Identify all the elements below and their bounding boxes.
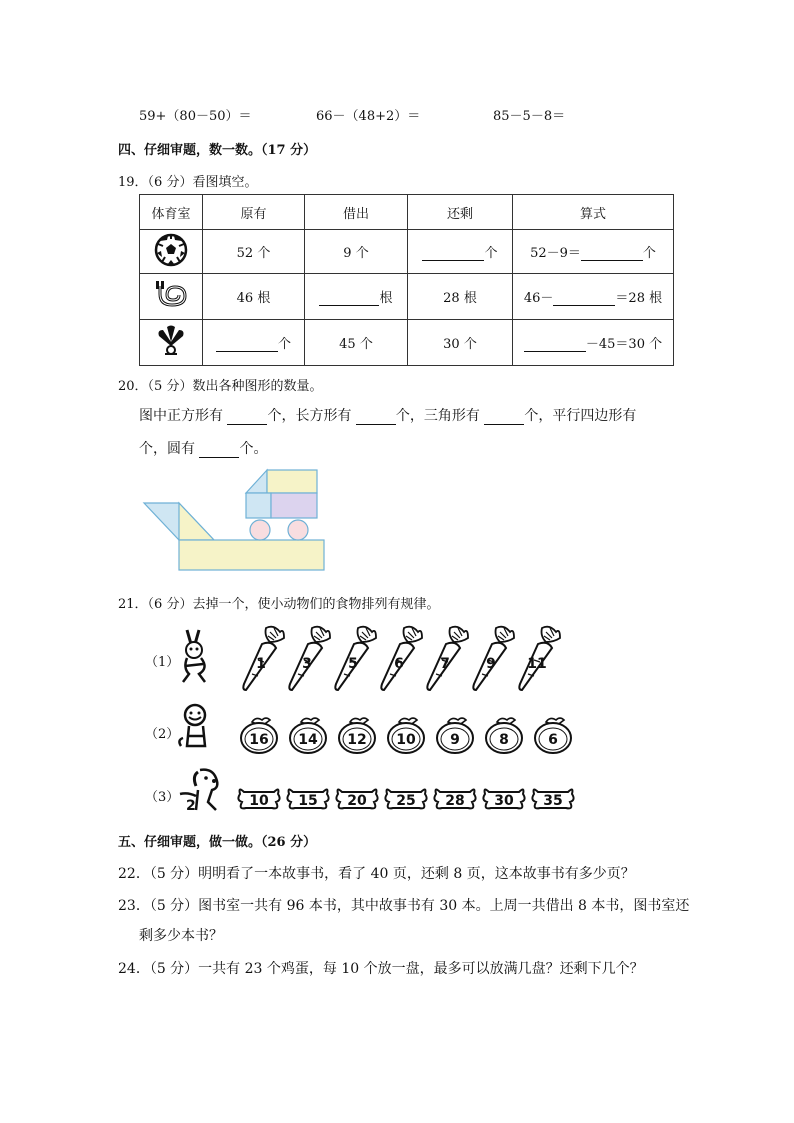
- peach-item: [241, 718, 277, 753]
- table-row: [140, 230, 674, 274]
- carrot-number: 5: [348, 656, 358, 672]
- dog-icon: [172, 766, 228, 814]
- calc-2: 66－（48+2）＝: [316, 109, 421, 124]
- shape-truck-figure: [139, 468, 331, 576]
- header-room: 体育室: [140, 195, 203, 230]
- peach-item: [339, 718, 375, 753]
- peach-number: 16: [249, 732, 269, 748]
- row2-left: 28 根: [408, 274, 513, 320]
- row2-lent-blank[interactable]: 根: [305, 274, 408, 320]
- q19-table: [139, 194, 674, 366]
- peach-item: [437, 718, 473, 753]
- bone-item: [532, 789, 573, 809]
- purple-rectangle-shape: [271, 493, 317, 518]
- calc-1: 59+（80－50）＝: [139, 109, 252, 124]
- row1-lent: 9 个: [305, 230, 408, 274]
- carrot-number: 7: [440, 656, 450, 672]
- bone-number: 25: [396, 793, 416, 809]
- bone-number: 15: [298, 793, 318, 809]
- calc-3: 85－5－8＝: [493, 109, 566, 124]
- q21-row3-label: （3）: [145, 790, 180, 805]
- peach-item: [388, 718, 424, 753]
- q19-stem: 19．（6 分）看图填空。: [118, 175, 258, 190]
- header-lent: 借出: [305, 195, 408, 230]
- rectangle-count-blank[interactable]: [356, 412, 396, 425]
- peach-number: 9: [450, 732, 460, 748]
- q23-text-line1: 23．（5 分）图书室一共有 96 本书，其中故事书有 30 本。上周一共借出 8 本书，图书室还: [118, 898, 690, 914]
- q20-stem: 20．（5 分）数出各种图形的数量。: [118, 379, 323, 394]
- q21-row2-label: （2）: [145, 727, 180, 742]
- bone-number: 10: [249, 793, 269, 809]
- table-row: [140, 320, 674, 366]
- row3-lent: 45 个: [305, 320, 408, 366]
- bone-number: 35: [543, 793, 563, 809]
- square-count-blank[interactable]: [227, 412, 267, 425]
- header-original: 原有: [203, 195, 305, 230]
- carrot-row: [240, 624, 580, 694]
- q24-text: 24．（5 分）一共有 23 个鸡蛋，每 10 个放一盘，最多可以放满几盘？还剩下几个？: [118, 961, 644, 977]
- row2-original: 46 根: [203, 274, 305, 320]
- row3-left: 30 个: [408, 320, 513, 366]
- bone-item: [287, 789, 328, 809]
- carrot-item: [427, 627, 468, 690]
- peach-item: [535, 718, 571, 753]
- q22-text: 22．（5 分）明明看了一本故事书，看了 40 页，还剩 8 页，这本故事书有多少页？: [118, 866, 635, 882]
- dog-number: 2: [186, 798, 196, 814]
- circle-shape-left: [250, 520, 270, 540]
- bone-number: 28: [445, 793, 465, 809]
- header-left: 还剩: [408, 195, 513, 230]
- section-4-title: 四、仔细审题，数一数。（17 分）: [118, 143, 317, 158]
- bone-item: [434, 789, 475, 809]
- long-rectangle-shape: [179, 540, 324, 570]
- peach-number: 14: [298, 732, 318, 748]
- bone-number: 30: [494, 793, 514, 809]
- carrot-number: 11: [527, 656, 547, 672]
- section-5-title: 五、仔细审题，做一做。（26 分）: [118, 835, 317, 850]
- q21-stem: 21．（6 分）去掉一个，使小动物们的食物排列有规律。: [118, 597, 440, 612]
- row3-formula[interactable]: －45＝30 个: [513, 320, 674, 366]
- rabbit-icon: [175, 628, 215, 686]
- peach-number: 6: [548, 732, 558, 748]
- carrot-item: [335, 627, 376, 690]
- peach-item: [290, 718, 326, 753]
- peach-number: 10: [396, 732, 416, 748]
- q20-line1: 图中正方形有 个，长方形有 个，三角形有 个，平行四边形有: [139, 408, 637, 424]
- carrot-number: 3: [302, 656, 312, 672]
- carrot-number: 9: [486, 656, 496, 672]
- row1-left-blank[interactable]: 个: [408, 230, 513, 274]
- bone-item: [483, 789, 524, 809]
- soccer-ball-icon: [140, 230, 203, 274]
- triangle-count-blank[interactable]: [484, 412, 524, 425]
- carrot-item: [473, 627, 514, 690]
- header-formula: 算式: [513, 195, 674, 230]
- carrot-number: 6: [394, 656, 404, 672]
- parallelogram-count-blank[interactable]: [199, 445, 239, 458]
- carrot-item: [289, 627, 330, 690]
- carrot-item: [519, 627, 560, 690]
- peach-item: [486, 718, 522, 753]
- bone-row: [236, 784, 586, 816]
- carrot-number: 1: [256, 656, 266, 672]
- row1-formula[interactable]: 52－9＝ 个: [513, 230, 674, 274]
- row3-original-blank[interactable]: 个: [203, 320, 305, 366]
- circle-shape-right: [288, 520, 308, 540]
- q23-text-line2: 剩多少本书？: [139, 928, 223, 944]
- carrot-item: [381, 627, 422, 690]
- row1-original: 52 个: [203, 230, 305, 274]
- bone-item: [336, 789, 377, 809]
- top-rectangle-shape: [267, 470, 317, 493]
- peach-row: [238, 714, 583, 756]
- peach-number: 12: [347, 732, 367, 748]
- shuttlecock-icon: [140, 320, 203, 366]
- q21-row1-label: （1）: [145, 655, 180, 670]
- bone-item: [385, 789, 426, 809]
- peach-number: 8: [499, 732, 509, 748]
- carrot-item: [243, 627, 284, 690]
- row2-formula[interactable]: 46－ ＝28 根: [513, 274, 674, 320]
- square-shape: [246, 493, 271, 518]
- bone-number: 20: [347, 793, 367, 809]
- bone-item: [238, 789, 279, 809]
- q20-line2: 个，圆有 个。: [139, 441, 268, 457]
- table-row: [140, 274, 674, 320]
- monkey-icon: [175, 702, 215, 752]
- jump-rope-icon: [140, 274, 203, 320]
